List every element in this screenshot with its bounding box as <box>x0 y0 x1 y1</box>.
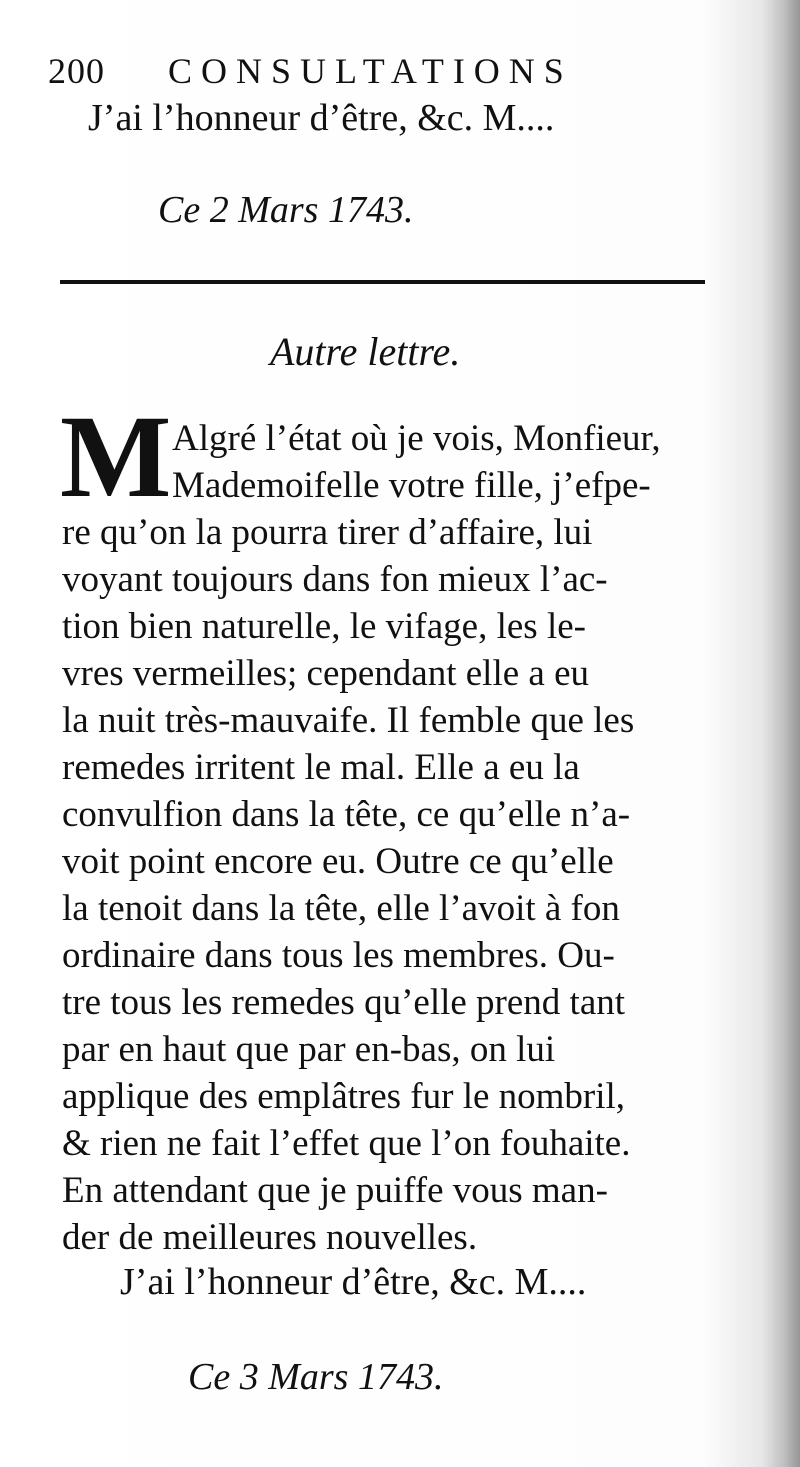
body-line: voyant toujours dans fon mieux l’ac- <box>62 559 608 600</box>
closing-line-1: J’ai l’honneur d’être, &c. M.... <box>88 97 555 139</box>
section-divider <box>60 280 705 284</box>
date-line-1: Ce 2 Mars 1743. <box>158 189 414 231</box>
body-line: convulfion dans la tête, ce qu’elle n’a- <box>62 794 631 835</box>
body-line: re qu’on la pourra tirer d’affaire, lui <box>62 512 593 553</box>
body-line: ordinaire dans tous les membres. Ou- <box>62 935 615 976</box>
page-gutter-shadow <box>762 0 800 1467</box>
body-line: par en haut que par en-bas, on lui <box>62 1029 556 1070</box>
body-line: Algré l’état où je vois, Monfieur, <box>172 418 661 459</box>
page-header <box>48 50 608 94</box>
body-line: Mademoifelle votre fille, j’efpe- <box>172 465 651 506</box>
body-line: & rien ne fait l’effet que l’on fouhaite. <box>62 1123 631 1164</box>
body-line: tre tous les remedes qu’elle prend tant <box>62 982 626 1023</box>
body-line: la tenoit dans la tête, elle l’avoit à fon <box>62 888 620 929</box>
body-line: applique des emplâtres fur le nombril, <box>62 1076 626 1117</box>
page-number: 200 <box>48 51 105 91</box>
body-line: remedes irritent le mal. Elle a eu la <box>62 747 580 788</box>
body-line: la nuit très-mauvaife. Il femble que les <box>62 700 635 741</box>
letter-body <box>62 415 732 1261</box>
letter-title: Autre lettre. <box>270 329 461 374</box>
body-line: vres vermeilles; cependant elle a eu <box>62 653 589 694</box>
body-line: tion bien naturelle, le vifage, les le- <box>62 606 586 647</box>
drop-cap: M <box>60 391 172 522</box>
body-line: der de meilleures nouvelles. <box>62 1217 478 1258</box>
running-head: CONSULTATIONS <box>168 51 573 91</box>
closing-line-2: J’ai l’honneur d’être, &c. M.... <box>120 1261 587 1303</box>
date-line-2: Ce 3 Mars 1743. <box>188 1356 444 1398</box>
body-line: En attendant que je puiffe vous man- <box>62 1170 608 1211</box>
body-line: voit point encore eu. Outre ce qu’elle <box>62 841 614 882</box>
